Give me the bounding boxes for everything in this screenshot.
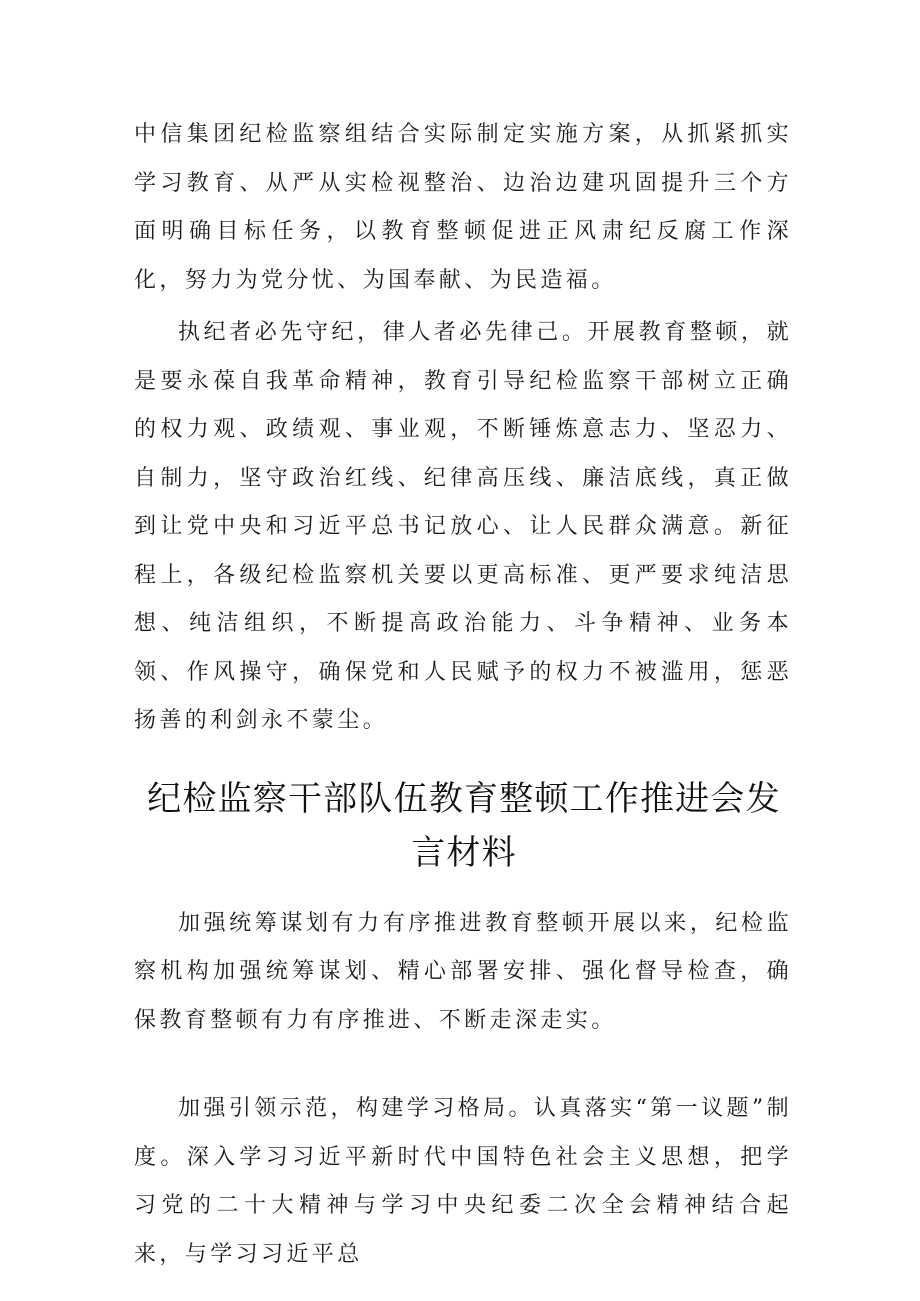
- body-paragraph-4: 加强引领示范，构建学习格局。认真落实“第一议题”制度。深入学习习近平新时代中国特色社会主义思想，把学习党的二十大精神与学习中央纪委二次全会精神结合起来，与学习习近平总: [134, 1096, 792, 1267]
- spacer: [134, 746, 792, 772]
- section-heading: 纪检监察干部队伍教育整顿工作推进会发言材料: [147, 778, 781, 873]
- body-paragraph-1: 中信集团纪检监察组结合实际制定实施方案，从抓紧抓实学习教育、从严从实检视整治、边治边建巩固提升三个方面明确目标任务，以教育整顿促进正风肃纪反腐工作深化，努力为党分忧、为国奉献、为民造福。: [134, 122, 792, 293]
- spacer: [134, 1045, 792, 1085]
- body-paragraph-3: 加强统筹谋划有力有序推进教育整顿开展以来，纪检监察机构加强统筹谋划、精心部署安排、强化督导检查，确保教育整顿有力有序推进、不断走深走实。: [134, 910, 792, 1033]
- spacer: [134, 880, 792, 900]
- body-paragraph-2: 执纪者必先守纪，律人者必先律己。开展教育整顿，就是要永葆自我革命精神，教育引导纪检监察干部树立正确的权力观、政绩观、事业观，不断锤炼意志力、坚忍力、自制力，坚守政治红线、纪律高压线、廉洁底线，真正做到让党中央和习近平总书记放心、让人民群众满意。新征程上，各级纪检监察机关要以更高标准、更严要求纯洁思想、纯洁组织，不断提高政治能力、斗争精神、业务本领、作风操守，确保党和人民赋予的权力不被滥用，惩恶扬善的利剑永不蒙尘。: [134, 320, 792, 733]
